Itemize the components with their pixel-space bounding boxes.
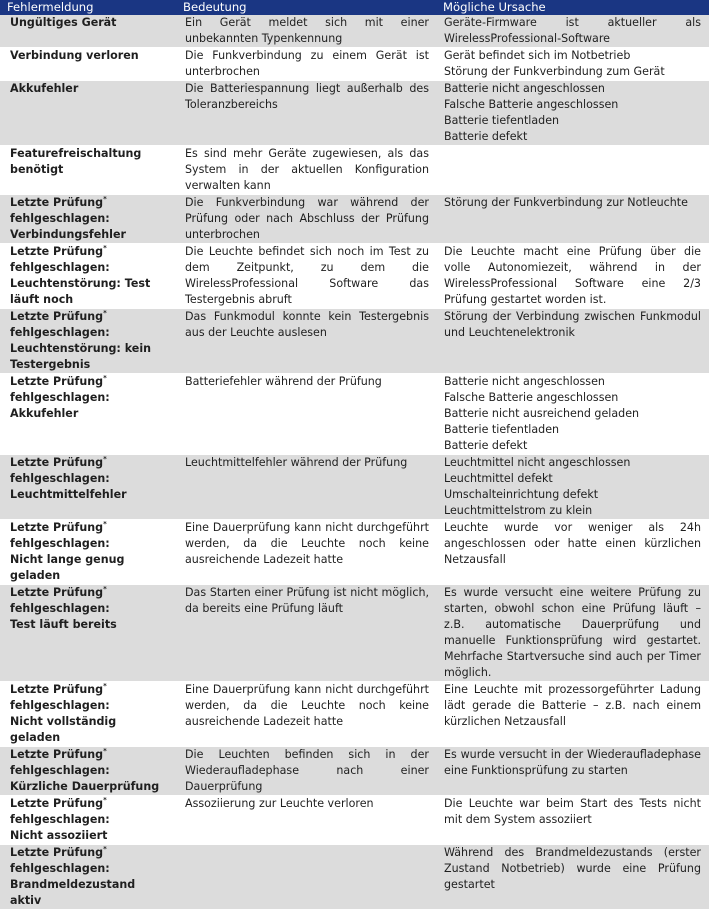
error-message-line: fehlgeschlagen: [10, 699, 110, 712]
cause-item: Batterie nicht angeschlossen [444, 375, 605, 388]
error-message-line: Letzte Prüfung* [10, 455, 107, 469]
cell-error-message [0, 81, 176, 146]
error-message-line: fehlgeschlagen: [10, 862, 110, 875]
cell-possible-cause [436, 682, 709, 747]
cause-item: Geräte-Firmware ist aktueller als WirelessProfessional-Software [444, 16, 701, 45]
cell-possible-cause [436, 374, 709, 455]
error-message-line: Test läuft bereits [10, 618, 117, 631]
error-message-line: Letzte Prüfung* [10, 747, 107, 761]
cell-error-message [0, 747, 176, 796]
cell-error-message [0, 585, 176, 682]
cell-meaning: Eine Dauerprüfung kann nicht durchgeführt werden, da die Leuchte noch keine ausreichende Ladezeit hatte [176, 682, 436, 747]
table-row [0, 585, 709, 682]
table-row [0, 520, 709, 585]
cause-item: Die Leuchte macht eine Prüfung über die volle Autonomiezeit, während in der WirelessProfessional Software eine 2/3 Prüfung gestartet worden ist. [444, 245, 701, 306]
error-message-line: fehlgeschlagen: [10, 261, 110, 274]
table-header-row [0, 0, 709, 15]
error-message-line: Akkufehler [10, 407, 79, 420]
error-message-line: Letzte Prüfung* [10, 585, 107, 599]
cell-error-message [0, 520, 176, 585]
error-message-line: Kürzliche Dauerprüfung [10, 780, 160, 793]
cause-item: Während des Brandmeldezustands (erster Zustand Notbetrieb) wurde eine Prüfung gestartet [444, 846, 701, 891]
footnote-mark: * [103, 520, 107, 528]
table-row [0, 309, 709, 374]
cause-item: Batterie defekt [444, 439, 528, 452]
cell-error-message [0, 15, 176, 48]
cell-error-message [0, 845, 176, 910]
cause-item: Es wurde versucht in der Wiederaufladephase eine Funktionsprüfung zu starten [444, 748, 701, 777]
error-message-line: Nicht vollständig geladen [10, 715, 117, 744]
cause-item: Leuchtmittel nicht angeschlossen [444, 456, 631, 469]
table-row [0, 81, 709, 146]
table-row [0, 195, 709, 244]
error-message-line: fehlgeschlagen: [10, 391, 110, 404]
cause-item: Umschalteinrichtung defekt [444, 488, 599, 501]
footnote-mark: * [103, 682, 107, 690]
error-message-line: Letzte Prüfung* [10, 845, 107, 859]
table-row [0, 146, 709, 195]
error-message-line: fehlgeschlagen: [10, 813, 110, 826]
footnote-mark: * [103, 455, 107, 463]
cell-possible-cause [436, 796, 709, 845]
error-message-line: Letzte Prüfung* [10, 796, 107, 810]
error-message-line: Brandmeldezustand aktiv [10, 878, 136, 907]
cell-possible-cause [436, 520, 709, 585]
cause-item: Batterie nicht ausreichend geladen [444, 407, 640, 420]
cell-error-message [0, 455, 176, 520]
cause-item: Es wurde versucht eine weitere Prüfung zu starten, obwohl schon eine Prüfung läuft – z.B. automatische Dauerprüfung und manuelle Funktionsprüfung wird gestartet. Mehrfache Startversuche sind auch per Timer möglich. [444, 586, 701, 679]
error-message-line: Nicht assoziiert [10, 829, 108, 842]
cell-error-message [0, 195, 176, 244]
footnote-mark: * [103, 374, 107, 382]
table-row [0, 747, 709, 796]
table-row [0, 682, 709, 747]
cell-meaning: Das Funkmodul konnte kein Testergebnis aus der Leuchte auslesen [176, 309, 436, 374]
cell-meaning: Es sind mehr Geräte zugewiesen, als das System in der aktuellen Konfiguration verwalten kann [176, 146, 436, 195]
footnote-mark: * [103, 845, 107, 853]
table-row [0, 455, 709, 520]
error-message-line: Leuchtenstörung: Test [10, 277, 151, 290]
footnote-mark: * [103, 195, 107, 203]
table-row [0, 845, 709, 910]
cell-meaning: Batteriefehler während der Prüfung [176, 374, 436, 455]
cell-possible-cause [436, 146, 709, 195]
cell-meaning: Ein Gerät meldet sich mit einer unbekannten Typenkennung [176, 15, 436, 48]
cause-item: Störung der Funkverbindung zur Notleuchte [444, 196, 688, 209]
cell-error-message [0, 682, 176, 747]
error-message-line: benötigt [10, 163, 64, 176]
cell-possible-cause [436, 48, 709, 81]
cell-possible-cause [436, 455, 709, 520]
cause-item: Störung der Verbindung zwischen Funkmodul und Leuchtenelektronik [444, 310, 701, 339]
footnote-mark: * [103, 796, 107, 804]
cell-meaning: Assoziierung zur Leuchte verloren [176, 796, 436, 845]
header-error-message: Fehlermeldung [0, 0, 176, 15]
cell-error-message [0, 146, 176, 195]
error-message-line: Nicht lange genug geladen [10, 553, 125, 582]
cell-meaning: Eine Dauerprüfung kann nicht durchgeführt werden, da die Leuchte noch keine ausreichende Ladezeit hatte [176, 520, 436, 585]
table-row [0, 15, 709, 48]
error-message-line: fehlgeschlagen: [10, 602, 110, 615]
cell-error-message [0, 244, 176, 309]
error-message-line: Leuchtenstörung: kein [10, 342, 152, 355]
error-message-line: Verbindungsfehler [10, 228, 126, 241]
header-possible-cause: Mögliche Ursache [436, 0, 709, 15]
cell-possible-cause [436, 244, 709, 309]
error-message-line: Letzte Prüfung* [10, 520, 107, 534]
cause-item: Leuchte wurde vor weniger als 24h angeschlossen oder hatte einen kürzlichen Netzausfall [444, 521, 701, 566]
table-row [0, 244, 709, 309]
cell-meaning: Die Batteriespannung liegt außerhalb des Toleranzbereichs [176, 81, 436, 146]
footnote-mark: * [103, 747, 107, 755]
cause-item: Falsche Batterie angeschlossen [444, 98, 619, 111]
error-message-line: fehlgeschlagen: [10, 326, 110, 339]
cause-item: Störung der Funkverbindung zum Gerät [444, 65, 665, 78]
error-message-line: Verbindung verloren [10, 49, 139, 62]
error-message-line: fehlgeschlagen: [10, 472, 110, 485]
cause-item: Falsche Batterie angeschlossen [444, 391, 619, 404]
cause-item: Batterie tiefentladen [444, 423, 560, 436]
error-message-line: läuft noch [10, 293, 74, 306]
cell-error-message [0, 374, 176, 455]
cell-meaning [176, 845, 436, 910]
cell-meaning: Leuchtmittelfehler während der Prüfung [176, 455, 436, 520]
cause-item: Leuchtmittel defekt [444, 472, 553, 485]
error-message-line: Ungültiges Gerät [10, 16, 117, 29]
cell-possible-cause [436, 81, 709, 146]
cause-item: Eine Leuchte mit prozessorgeführter Ladung lädt gerade die Batterie – z.B. nach einem kürzlichen Netzausfall [444, 683, 701, 728]
error-message-line: Akkufehler [10, 82, 79, 95]
error-message-line: Letzte Prüfung* [10, 309, 107, 323]
cell-meaning: Die Leuchte befindet sich noch im Test zu dem Zeitpunkt, zu dem die WirelessProfessional Software das Testergebnis abruft [176, 244, 436, 309]
cell-possible-cause [436, 845, 709, 910]
cell-possible-cause [436, 585, 709, 682]
table-row [0, 48, 709, 81]
footnote-mark: * [103, 244, 107, 252]
error-message-line: fehlgeschlagen: [10, 537, 110, 550]
cell-error-message [0, 309, 176, 374]
cell-possible-cause [436, 309, 709, 374]
cause-item: Batterie tiefentladen [444, 114, 560, 127]
cause-item: Leuchtmittelstrom zu klein [444, 504, 593, 517]
error-message-line: Letzte Prüfung* [10, 195, 107, 209]
cause-item: Die Leuchte war beim Start des Tests nicht mit dem System assoziiert [444, 797, 701, 826]
cell-possible-cause [436, 195, 709, 244]
cell-meaning: Das Starten einer Prüfung ist nicht möglich, da bereits eine Prüfung läuft [176, 585, 436, 682]
error-message-line: fehlgeschlagen: [10, 212, 110, 225]
cell-error-message [0, 48, 176, 81]
header-meaning: Bedeutung [176, 0, 436, 15]
error-message-line: Letzte Prüfung* [10, 244, 107, 258]
table-row [0, 796, 709, 845]
cell-meaning: Die Funkverbindung zu einem Gerät ist unterbrochen [176, 48, 436, 81]
cell-possible-cause [436, 747, 709, 796]
error-message-line: Leuchtmittelfehler [10, 488, 127, 501]
cause-item: Batterie nicht angeschlossen [444, 82, 605, 95]
table-row [0, 374, 709, 455]
cell-meaning: Die Funkverbindung war während der Prüfung oder nach Abschluss der Prüfung unterbrochen [176, 195, 436, 244]
error-message-line: fehlgeschlagen: [10, 764, 110, 777]
cell-possible-cause [436, 15, 709, 48]
cause-item: Gerät befindet sich im Notbetrieb [444, 49, 631, 62]
table-body [0, 15, 709, 910]
cell-error-message [0, 796, 176, 845]
error-message-line: Letzte Prüfung* [10, 682, 107, 696]
error-message-line: Featurefreischaltung [10, 147, 142, 160]
error-message-line: Testergebnis [10, 358, 91, 371]
footnote-mark: * [103, 585, 107, 593]
cause-item: Batterie defekt [444, 130, 528, 143]
footnote-mark: * [103, 309, 107, 317]
error-message-line: Letzte Prüfung* [10, 374, 107, 388]
cell-meaning: Die Leuchten befinden sich in der Wiederaufladephase nach einer Dauerprüfung [176, 747, 436, 796]
